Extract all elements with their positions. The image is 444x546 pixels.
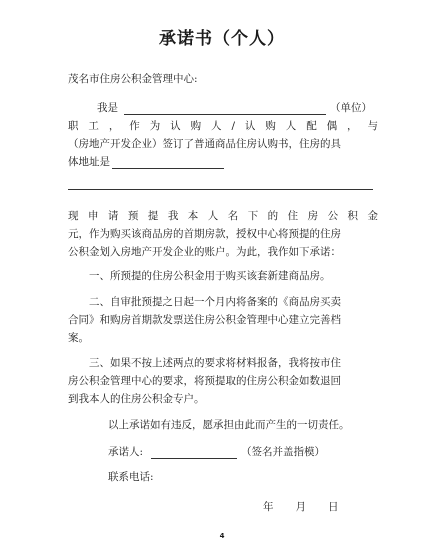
item-2-line-3: 案。 (68, 332, 89, 344)
work-unit-blank[interactable] (124, 103, 326, 115)
signer-note: （签名并盖指模） (241, 446, 326, 458)
address-label: 体地址是 (68, 156, 110, 168)
intro-line-2: 职工，作为认购人/认购人配偶，与 (68, 120, 378, 132)
item-2-line-1: 二、自审批预提之日起一个月内将备案的《商品房买卖 (89, 296, 341, 308)
signature-blank[interactable] (151, 447, 237, 459)
address-blank[interactable] (112, 157, 224, 169)
document-title: 承诺书（个人） (159, 29, 285, 49)
date-day: 日 (328, 501, 339, 513)
intro-line-3: （房地产开发企业）签订了普通商品住房认购书，住房的具 (68, 138, 341, 150)
item-1-line-1: 一、所预提的住房公积金用于购买该套新建商品房。 (89, 270, 331, 282)
date-month: 月 (295, 501, 306, 513)
closing-statement: 以上承诺如有违反，愿承担由此而产生的一切责任。 (108, 419, 350, 431)
item-3-line-2: 房公积金管理中心的要求，将预提取的住房公积金如数退回 (68, 375, 341, 387)
item-2-line-2: 合同》和购房首期款发票送住房公积金管理中心建立完善档 (68, 314, 341, 326)
intro-unit-label: （单位） (330, 102, 372, 114)
request-line-2: 元，作为购买该商品房的首期房款，授权中心将预提的住房 (68, 228, 341, 240)
request-line-1: 现申请预提我本人名下的住房公积金 (68, 210, 378, 222)
page-number: 4 (219, 532, 225, 540)
phone-label: 联系电话: (108, 471, 154, 483)
request-line-3: 公积金划入房地产开发企业的账户。为此，我作如下承诺： (68, 246, 341, 258)
address-continuation-blank[interactable] (68, 189, 373, 190)
date-year: 年 (263, 501, 274, 513)
phone-row (68, 470, 378, 484)
intro-line-1 (68, 101, 378, 115)
signer-row (68, 445, 378, 459)
intro-line-4 (68, 155, 378, 169)
item-3-line-1: 三、如果不按上述两点的要求将材料报备，我将按市住 (89, 357, 341, 369)
date-row (68, 500, 378, 514)
intro-prefix: 我是 (97, 102, 118, 114)
item-3-line-3: 到我本人的住房公积金专户。 (68, 393, 205, 405)
signer-label: 承诺人: (108, 446, 144, 458)
addressee: 茂名市住房公积金管理中心: (68, 73, 198, 85)
